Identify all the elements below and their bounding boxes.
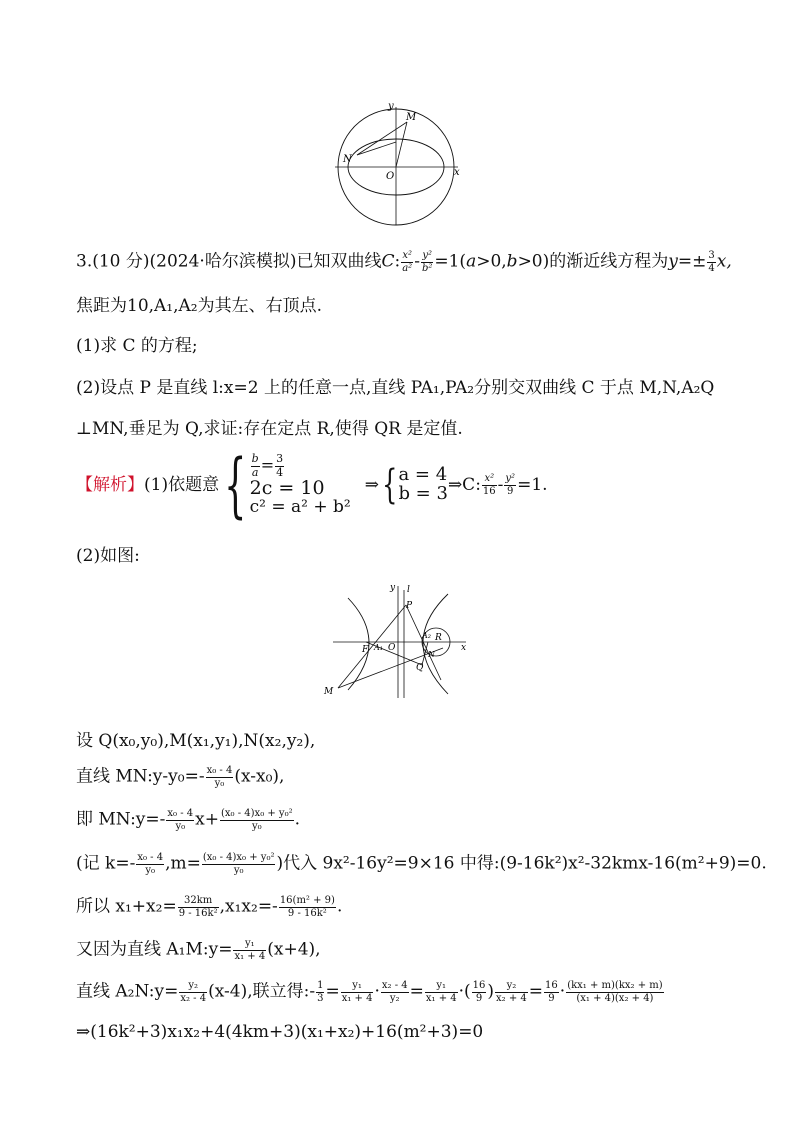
figure-hyperbola xyxy=(318,580,478,702)
segment-O-M xyxy=(396,122,407,167)
derivation-5: 所以 x₁+x₂= $\frac{32km}{\text{9 - 16k²}}$ ,x₁x₂=- $\frac{\text{16(m² + 9)}}{\text{9 - 16k²}}$ . xyxy=(76,895,343,919)
label-N: N xyxy=(428,650,435,659)
label-R: R xyxy=(435,633,442,643)
system-2: a = 4 b = 3 xyxy=(398,464,448,504)
label-l: l xyxy=(407,585,410,595)
problem-line-1: 3.(10 分)(2024·哈尔滨模拟)已知双曲线C: $\frac{\text{x²}}{\text{a²}}$ - $\frac{\text{y²}}{\text{b²}}$ =1(a>0,b>0)的渐近线方程为y=± $\frac{3}{4}$ x, xyxy=(76,250,732,274)
system-1: $\frac{b}{a}$ = $\frac{3}{4}$ 2c = 10 c² = a² + b² xyxy=(249,451,351,518)
label-y: y xyxy=(388,101,394,112)
label-x: x xyxy=(454,167,460,178)
brace-left-2: { xyxy=(382,462,398,508)
figure-circle-ellipse xyxy=(330,95,470,230)
derivation-2: 直线 MN:y-y₀=- $\frac{\text{x₀ - 4}}{\text{y₀}}$ (x-x₀), xyxy=(76,765,285,789)
label-M: M xyxy=(324,687,334,697)
question-2-line-1: (2)设点 P 是直线 l:x=2 上的任意一点,直线 PA₁,PA₂分别交双曲线 C 于点 M,N,A₂Q xyxy=(76,378,715,398)
solution-part-2-lead: (2)如图: xyxy=(76,546,140,566)
derivation-3: 即 MN:y=- $\frac{\text{x₀ - 4}}{\text{y₀}}$ x+ $\frac{\text{(x₀ - 4)x₀ + y₀²}}{\text{y₀}}$ . xyxy=(76,808,301,832)
label-O: O xyxy=(388,643,396,653)
label-P: P xyxy=(406,601,413,611)
label-O: O xyxy=(386,171,395,182)
question-2-line-2: ⊥MN,垂足为 Q,求证:存在定点 R,使得 QR 是定值. xyxy=(76,419,463,439)
frac-y2-b2: $\frac{\text{y²}}{\text{b²}}$ xyxy=(421,250,433,274)
derivation-6: 又因为直线 A₁M:y= $\frac{\text{y₁}}{\text{x₁ + 4}}$ (x+4), xyxy=(76,938,321,962)
question-1: (1)求 C 的方程; xyxy=(76,336,198,356)
label-M: M xyxy=(406,112,417,123)
segment-NM xyxy=(357,122,407,155)
hyperbola-left-branch xyxy=(348,598,369,690)
frac-x2-a2: $\frac{\text{x²}}{\text{a²}}$ xyxy=(402,250,413,274)
derivation-1: 设 Q(x₀,y₀),M(x₁,y₁),N(x₂,y₂), xyxy=(76,731,316,751)
label-y: y xyxy=(390,583,396,593)
derivation-7: 直线 A₂N:y= $\frac{\text{y₂}}{\text{x₂ - 4}}$ (x-4),联立得:- $\frac{1}{3}$ = $\frac{\text{y₁}}{\text{x₁ + 4}}$ · $\frac{\text{x₂ - 4}}{\text{y₂}}$ = $\frac{\text{y₁}}{\text{x₁ + 4}}$ ·( $\frac{16}{9}$ ) $\frac{\text{y₂}}{\text{x₂ + 4}}$ = $\frac{16}{9}$ · $\frac{\text{(kx₁ + m)(kx₂ + m)}}{\text{(x₁ + 4)(x₂ + 4)}}$ xyxy=(76,980,663,1004)
label-A2: A₂ xyxy=(422,631,431,640)
solution-tag: 【解析】 xyxy=(76,474,144,495)
label-N: N xyxy=(343,154,352,165)
problem-line-2: 焦距为10,A₁,A₂为其左、右顶点. xyxy=(76,296,323,316)
frac-3-4: $\frac{3}{4}$ xyxy=(708,250,715,274)
solution-part-1: 【解析】 (1)依题意 { $\frac{b}{a}$ = $\frac{3}{4}$ 2c = 10 c² = a² + b² ⇒ { a = 4 b = 3 ⇒C: $\frac{\text{x²}}{16}$ - $\frac{\text{y²}}{9}$ =1. xyxy=(76,444,548,526)
segment-N-ellipse xyxy=(357,142,396,155)
label-F: F xyxy=(362,645,369,655)
hyperbola-right-branch xyxy=(423,594,448,694)
brace-left: { xyxy=(224,444,247,526)
derivation-4: (记 k=- $\frac{\text{x₀ - 4}}{\text{y₀}}$ ,m= $\frac{\text{(x₀ - 4)x₀ + y₀²}}{\text{y₀}}$ )代入 9x²-16y²=9×16 中得:(9-16k²)x²-32kmx-16(m²+9)=0. xyxy=(76,852,767,876)
label-Q: Q xyxy=(416,663,424,673)
line-P-M xyxy=(338,605,406,688)
derivation-8: ⇒(16k²+3)x₁x₂+4(4km+3)(x₁+x₂)+16(m²+3)=0 xyxy=(76,1022,484,1042)
label-x: x xyxy=(461,643,467,653)
label-A1: A₁ xyxy=(374,643,383,652)
